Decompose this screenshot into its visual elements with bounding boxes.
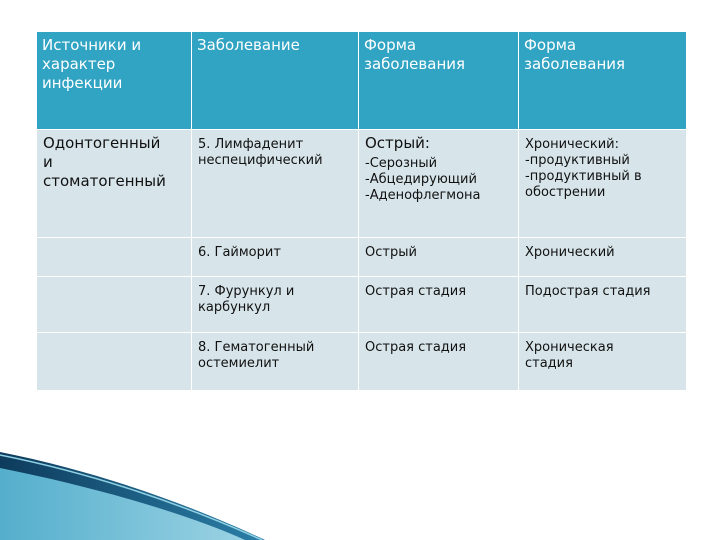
header-form-chronic: Форма заболевания xyxy=(519,32,687,130)
cell-disease: 8. Гематогенный остемиелит xyxy=(192,333,359,391)
cell-form-acute: Острая стадия xyxy=(359,277,519,333)
form-acute-list: -Серозный -Абцедирующий -Аденофлегмона xyxy=(365,156,481,203)
header-form-acute: Форма заболевания xyxy=(359,32,519,130)
cell-form-chronic: Подострая стадия xyxy=(519,277,687,333)
cell-form-chronic: Хронический: -продуктивный -продуктивный в обострении xyxy=(519,130,687,238)
cell-disease: 6. Гайморит xyxy=(192,238,359,277)
cell-form-chronic: Хронический xyxy=(519,238,687,277)
cell-disease: 7. Фурункул и карбункул xyxy=(192,277,359,333)
form-acute-title: Острый: xyxy=(365,134,430,152)
header-source: Источники и характер инфекции xyxy=(37,32,192,130)
decoration-swoosh-light xyxy=(0,468,245,540)
cell-form-acute: Острая стадия xyxy=(359,333,519,391)
cell-form-chronic: Хроническая стадия xyxy=(519,333,687,391)
cell-form-acute: Острый xyxy=(359,238,519,277)
header-disease: Заболевание xyxy=(192,32,359,130)
cell-disease: 5. Лимфаденит неспецифический xyxy=(192,130,359,238)
cell-source: Одонтогенный и стоматогенный xyxy=(37,130,192,238)
